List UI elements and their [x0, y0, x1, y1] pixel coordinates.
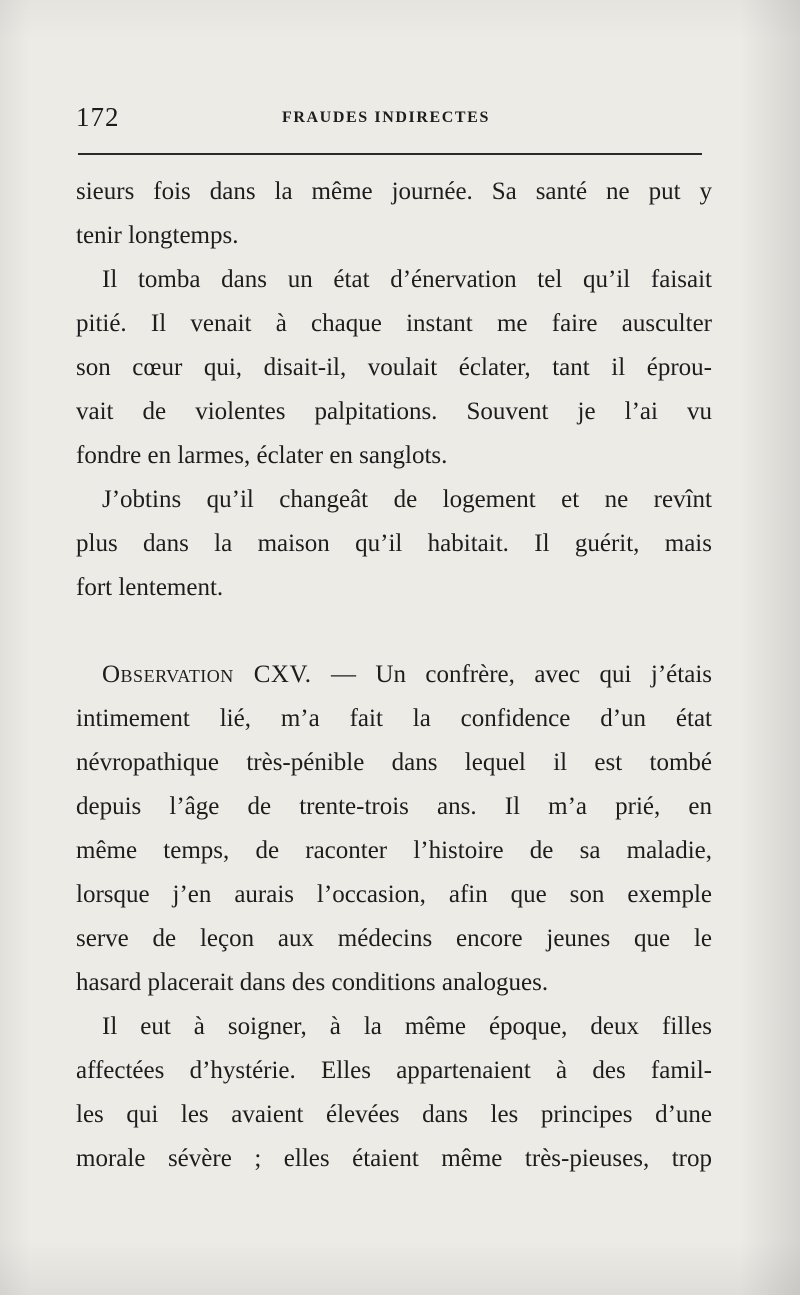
- text-line: affectées d’hystérie. Elles appartenaient à des famil-: [76, 1057, 712, 1084]
- text-line: fort lentement.: [76, 574, 224, 601]
- observation-paragraph: [76, 653, 712, 1005]
- text-line: serve de leçon aux médecins encore jeunes que le: [76, 925, 712, 952]
- text-line: tenir longtemps.: [76, 222, 239, 249]
- text-line: intimement lié, m’a fait la confidence d’un état: [76, 705, 712, 732]
- text-line: sieurs fois dans la même journée. Sa santé ne put y: [76, 178, 712, 205]
- paragraph: [76, 1005, 712, 1181]
- page-number: 172: [76, 102, 120, 132]
- text-line: vait de violentes palpitations. Souvent je l’ai vu: [76, 398, 712, 425]
- text-line: son cœur qui, disait-il, voulait éclater, tant il éprou-: [76, 354, 712, 381]
- text-line: depuis l’âge de trente-trois ans. Il m’a prié, en: [76, 793, 712, 820]
- text-line: J’obtins qu’il changeât de logement et ne revînt: [102, 486, 712, 513]
- observation-label: Observation CXV.: [102, 661, 312, 688]
- text-line: plus dans la maison qu’il habitait. Il guérit, mais: [76, 530, 712, 557]
- text-line: fondre en larmes, éclater en sanglots.: [76, 442, 448, 469]
- text-line: [76, 653, 712, 697]
- paragraph: [76, 258, 712, 478]
- paragraph: [76, 170, 712, 258]
- section-gap: [76, 610, 712, 653]
- text-line: Il eut à soigner, à la même époque, deux filles: [102, 1013, 712, 1040]
- observation-first-line: — Un confrère, avec qui j’étais: [311, 661, 712, 688]
- text-line: hasard placerait dans des conditions analogues.: [76, 969, 549, 996]
- text-line: névropathique très-pénible dans lequel il est tombé: [76, 749, 712, 776]
- text-line: Il tomba dans un état d’énervation tel qu’il faisait: [102, 266, 712, 293]
- text-line: même temps, de raconter l’histoire de sa maladie,: [76, 837, 712, 864]
- header-rule: [78, 153, 702, 155]
- text-line: lorsque j’en aurais l’occasion, afin que son exemple: [76, 881, 712, 908]
- text-line: morale sévère ; elles étaient même très-pieuses, trop: [76, 1145, 712, 1172]
- running-title: FRAUDES INDIRECTES: [282, 109, 490, 126]
- body-text: [76, 170, 712, 1181]
- page-header: [76, 100, 702, 140]
- text-line: pitié. Il venait à chaque instant me faire ausculter: [76, 310, 712, 337]
- paragraph: [76, 478, 712, 610]
- text-line: les qui les avaient élevées dans les principes d’une: [76, 1101, 712, 1128]
